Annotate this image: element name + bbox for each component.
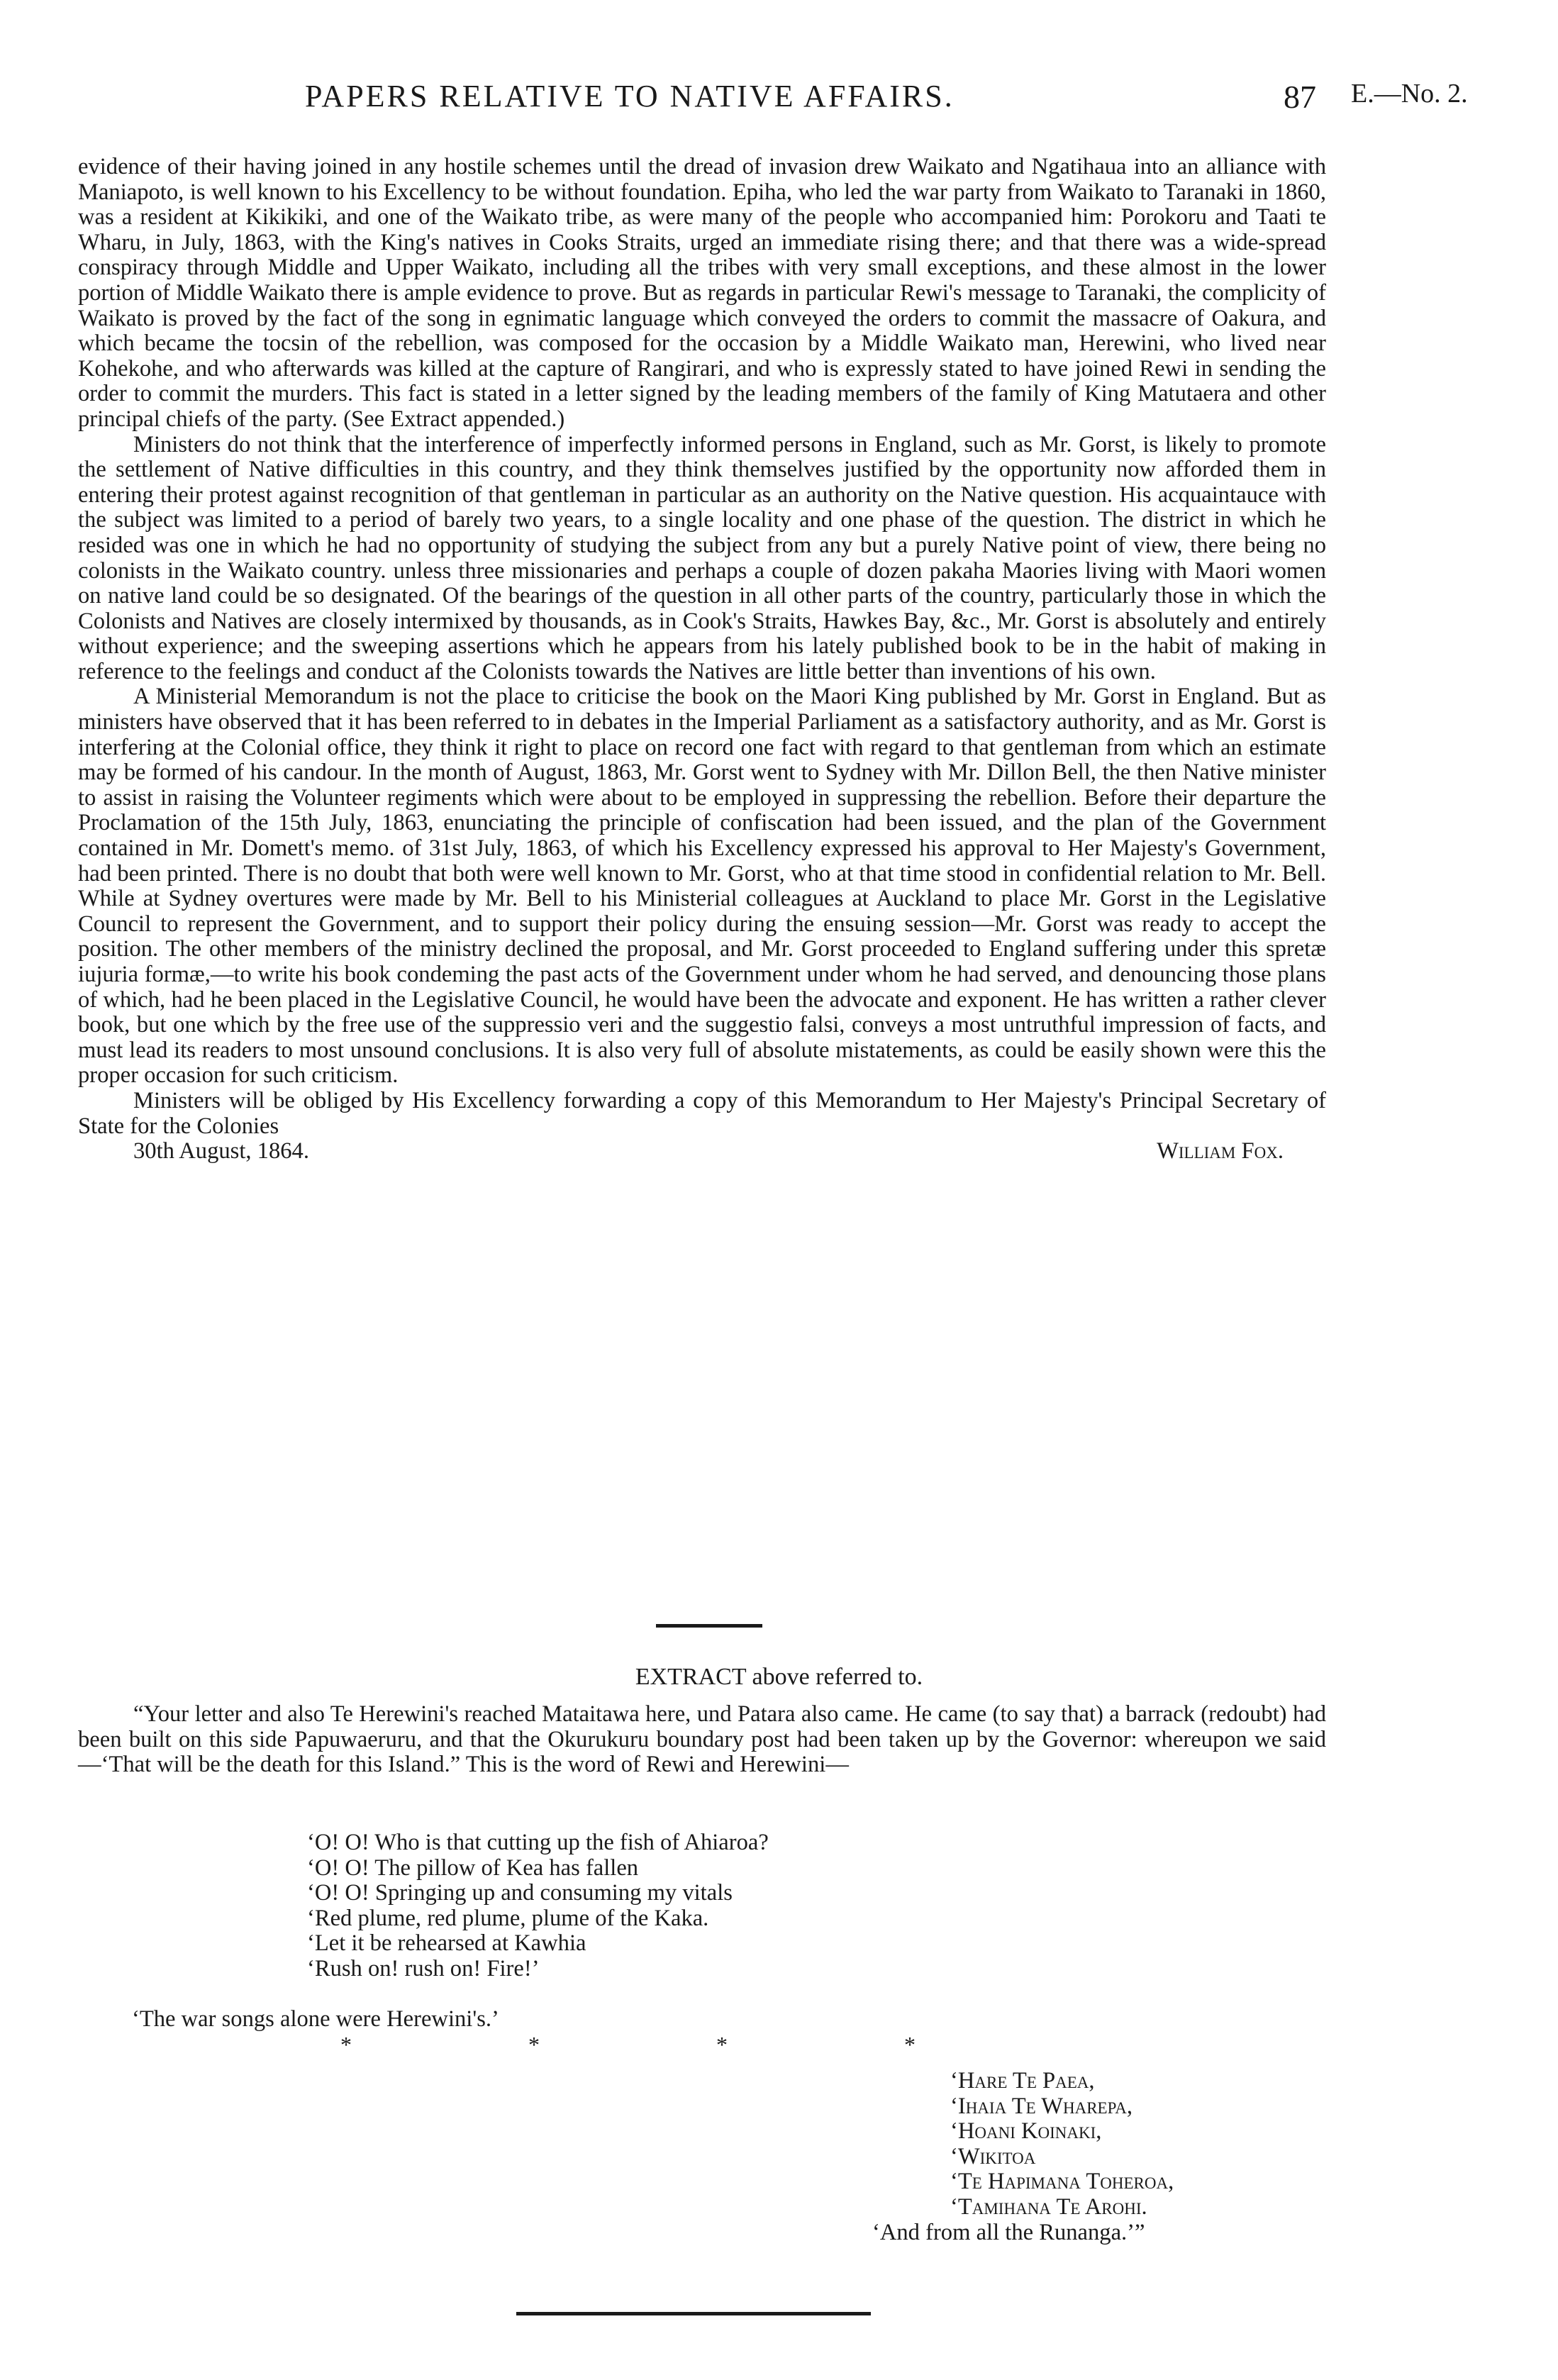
paragraph-4: Ministers will be obliged by His Excellency forwarding a copy of this Memorandum to Her Majesty's Principal Secretary of State for the Colonies	[78, 1087, 1326, 1139]
end-rule	[516, 2312, 871, 2315]
song-line: ‘Red plume, red plume, plume of the Kaka.	[307, 1905, 709, 1931]
page-number: 87	[1284, 79, 1316, 115]
asterisk: *	[528, 2032, 540, 2057]
signoff-date: 30th August, 1864.	[133, 1138, 309, 1164]
paper-reference: E.—No. 2.	[1351, 79, 1468, 109]
asterisk: *	[340, 2032, 352, 2057]
paragraph-2: Ministers do not think that the interference of imperfectly informed persons in England, such as Mr. Gorst, is likely to promote the settlement of Native difficulties in this country, and they think themselves justified by the opportunity now afforded them in entering their protest against recognition of that gentleman in particular as an authority on the Native question. His acquaintauce with the subject was limited to a period of barely two years, to a single locality and one phase of the question. The district in which he resided was one in which he had no opportunity of studying the subject from any but a purely Native point of view, there being no colonists in the Waikato country. unless three missionaries and perhaps a couple of dozen pakaha Maories living with Maori women on native land could be so designated. Of the bearings of the question in all other parts of the country, particularly those in which the Colonists and Natives are closely intermixed by thousands, as in Cook's Straits, Hawkes Bay, &c., Mr. Gorst is absolutely and entirely without experience; and the sweeping assertions which he appears from his lately published book to be in the habit of making in reference to the feelings and conduct af the Colonists towards the Natives are little better than inventions of his own.	[78, 431, 1326, 684]
signoff-signer: William Fox.	[1157, 1138, 1284, 1164]
signatory: ‘Te Hapimana Toheroa,	[950, 2169, 1174, 2195]
asterisk-row	[0, 2032, 1558, 2060]
song-line: ‘O! O! The pillow of Kea has fallen	[307, 1854, 639, 1881]
section-divider	[656, 1624, 762, 1628]
signoff	[78, 1139, 1326, 1164]
signatory: ‘Hoani Koinaki,	[950, 2118, 1102, 2145]
paragraph-3: A Ministerial Memorandum is not the place to criticise the book on the Maori King published by Mr. Gorst in England. But as ministers have observed that it has been referred to in debates in the Imperial Parliament as a satisfactory authority, and as Mr. Gorst is interfering at the Colonial office, they think it right to place on record one fact with regard to that gentleman from which an estimate may be formed of his candour. In the month of August, 1863, Mr. Gorst went to Sydney with Mr. Dillon Bell, the then Native minister to assist in raising the Volunteer regiments which were about to be employed in suppressing the rebellion. Before their departure the Proclamation of the 15th July, 1863, enunciating the principle of confiscation had been issued, and the plan of the Government contained in Mr. Domett's memo. of 31st July, 1863, of which his Excellency expressed his approval to Her Majesty's Government, had been printed. There is no doubt that both were well known to Mr. Gorst, who at that time stood in confidential relation to Mr. Bell. While at Sydney overtures were made by Mr. Bell to his Ministerial colleagues at Auckland to place Mr. Gorst in the Legislative Council to represent the Government, and to support their policy during the ensuing session—Mr. Gorst was ready to accept the position. The other members of the ministry declined the proposal, and Mr. Gorst proceeded to England suffering under this spretæ iujuria formæ,—to write his book condeming the past acts of the Government under whom he had served, and denouncing those plans of which, had he been placed in the Legislative Council, he would have been the advocate and exponent. He has written a rather clever book, but one which by the free use of the suppressio veri and the suggestio falsi, conveys a most untruthful impression of facts, and must lead its readers to most unsound conclusions. It is also very full of absolute mistatements, as could be easily shown were this the proper occasion for such criticism.	[78, 684, 1326, 1089]
running-header	[0, 78, 1558, 128]
song-line: ‘Rush on! rush on! Fire!’	[307, 1955, 540, 1981]
extract-paragraph: “Your letter and also Te Herewini's reached Mataitawa here, und Patara also came. He came (to say that) a barrack (redoubt) had been built on this side Papuwaeruru, and that the Okurukuru boundary post had been taken up by the Governor: whereupon we said—‘That will be the death for this Island.” This is the word of Rewi and Herewini—	[78, 1701, 1326, 1778]
extract-heading: EXTRACT above referred to.	[635, 1664, 923, 1690]
signatory: ‘Wikitoa	[950, 2143, 1036, 2169]
extract-body	[78, 1702, 1326, 1778]
signatory: ‘Hare Te Paea,	[950, 2068, 1095, 2093]
asterisk: *	[904, 2032, 916, 2057]
signatories	[872, 2069, 1174, 2245]
asterisk: *	[716, 2032, 728, 2057]
song-line: ‘O! O! Who is that cutting up the fish of Ahiaroa?	[307, 1830, 769, 1855]
song-line: ‘O! O! Springing up and consuming my vitals	[307, 1880, 733, 1906]
memorandum-body	[78, 155, 1326, 1164]
signatory: ‘Ihaia Te Wharepa,	[950, 2093, 1133, 2119]
paragraph-1: evidence of their having joined in any hostile schemes until the dread of invasion drew Waikato and Ngatihaua into an alliance with Maniapoto, is well known to his Excellency to be without foundation. Epiha, who led the war party from Waikato to Taranaki in 1860, was a resident at Kikikiki, and one of the Waikato tribe, as were many of the people who accompanied him: Porokoru and Taati te Wharu, in July, 1863, with the King's natives in Cooks Straits, urged an immediate rising there; and that there was a wide-spread conspiracy through Middle and Upper Waikato, including all the tribes with very small exceptions, and these almost in the lower portion of Middle Waikato there is ample evidence to prove. But as regards in particular Rewi's message to Taranaki, the complicity of Waikato is proved by the fact of the song in egnimatic language which conveyed the orders to commit the massacre of Oakura, and which became the tocsin of the rebellion, was composed for the occasion by a Middle Waikato man, Herewini, who lived near Kohekohe, and who afterwards was killed at the capture of Rangirari, and who is expressly stated to have joined Rewi in sending the order to commit the murders. This fact is stated in a letter signed by the leading members of the family of King Matutaera and other principal chiefs of the party. (See Extract appended.)	[78, 154, 1326, 432]
running-title: PAPERS RELATIVE TO NATIVE AFFAIRS.	[305, 79, 955, 113]
song-attribution: ‘The war songs alone were Herewini's.’	[132, 2006, 499, 2032]
war-song	[307, 1830, 769, 1982]
song-line: ‘Let it be rehearsed at Kawhia	[307, 1930, 586, 1957]
signatory: ‘Tamihana Te Arohi.	[950, 2193, 1147, 2220]
closing-line: ‘And from all the Runanga.’”	[872, 2219, 1145, 2245]
